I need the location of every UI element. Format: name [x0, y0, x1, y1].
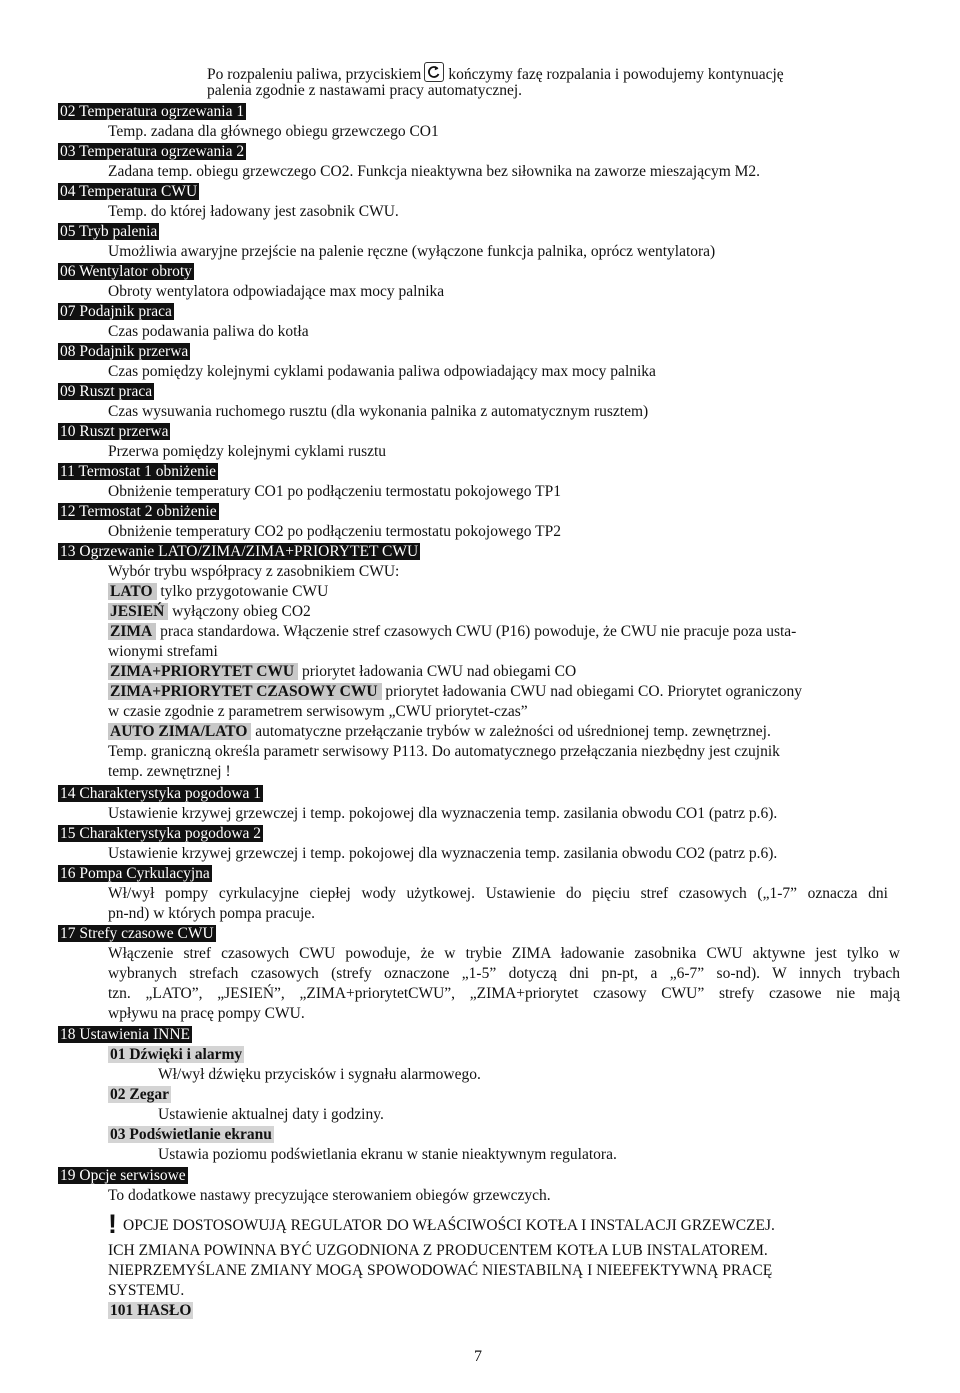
- section-06-desc: Obroty wentylatora odpowiadające max mocy palnika: [108, 283, 445, 300]
- section-16-header: 16 Pompa Cyrkulacyjna: [60, 865, 210, 882]
- mode-zima-priorytet: ZIMA+PRIORYTET CWU priorytet ładowania CWU nad obiegami CO: [110, 663, 577, 680]
- section-03-desc: Zadana temp. obiegu grzewczego CO2. Funkcja nieaktywna bez siłownika na zaworze mieszającym M2.: [108, 163, 761, 180]
- section-02-header: 02 Temperatura ogrzewania 1: [60, 103, 245, 120]
- section-17-desc-3: tzn. „LATO”, „JESIEŃ”, „ZIMA+priorytetCWU”, „ZIMA+priorytet czasowy CWU” strefy czasowe nie mają: [108, 985, 900, 1002]
- section-19-desc: To dodatkowe nastawy precyzujące sterowaniem obiegów grzewczych.: [108, 1187, 551, 1204]
- section-05-header: 05 Tryb palenia: [60, 223, 158, 240]
- exclamation-icon: !: [108, 1209, 117, 1239]
- section-07-desc: Czas podawania paliwa do kotła: [108, 323, 309, 340]
- section-16-desc-2: pn-nd) w których pompa pracuje.: [108, 905, 316, 922]
- section-15-header: 15 Charakterystyka pogodowa 2: [60, 825, 262, 842]
- reset-key-icon: [424, 62, 444, 82]
- section-17-desc-4: wpływu na pracę pompy CWU.: [108, 1005, 305, 1022]
- warning-line-2: ICH ZMIANA POWINNA BYĆ UZGODNIONA Z PRODUCENTEM KOTŁA LUB INSTALATOREM.: [108, 1242, 768, 1259]
- section-04-header: 04 Temperatura CWU: [60, 183, 198, 200]
- section-13-desc: Wybór trybu współpracy z zasobnikiem CWU:: [108, 563, 400, 580]
- warning-line-4: SYSTEMU.: [108, 1282, 185, 1299]
- section-17-header: 17 Strefy czasowe CWU: [60, 925, 214, 942]
- intro-line-2: palenia zgodnie z nastawami pracy automatycznej.: [207, 82, 523, 99]
- section-06-header: 06 Wentylator obroty: [60, 263, 192, 280]
- section-17-desc-1: Włączenie stref czasowych CWU powoduje, że w trybie ZIMA ładowanie zasobnika CWU aktywne jest tylko w: [108, 945, 900, 962]
- section-10-header: 10 Ruszt przerwa: [60, 423, 169, 440]
- section-17-desc-2: wybranych strefach czasowych (strefy oznaczone „1-5” dotyczą dni pn-pt, a „6-7” so-nd). W innych trybach: [108, 965, 900, 982]
- section-11-header: 11 Termostat 1 obniżenie: [60, 463, 217, 480]
- mode-zima-cont: wionymi strefami: [108, 643, 218, 660]
- section-19-header: 19 Opcje serwisowe: [60, 1167, 186, 1184]
- section-16-desc-1: Wł/wył pompy cyrkulacyjne ciepłej wody użytkowej. Ustawienie do pięciu stref czasowych („1-7” oznacza dni: [108, 885, 888, 902]
- subsection-03-desc: Ustawia poziomu podświetlania ekranu w stanie nieaktywnym regulatora.: [158, 1146, 617, 1163]
- mode-auto-cont: Temp. graniczną określa parametr serwisowy P113. Do automatycznego przełączania niezbędny jest czujnik: [108, 743, 780, 760]
- section-10-desc: Przerwa pomiędzy kolejnymi cyklami rusztu: [108, 443, 387, 460]
- haslo-header: 101 HASŁO: [110, 1302, 192, 1319]
- intro-line-1: Po rozpaleniu paliwa, przyciskiem kończymy fazę rozpalania i powodujemy kontynuację: [207, 62, 784, 85]
- page-number: 7: [474, 1348, 482, 1365]
- section-05-desc: Umożliwia awaryjne przejście na palenie ręczne (wyłączone funkcja palnika, oprócz wentylatora): [108, 243, 716, 260]
- section-09-header: 09 Ruszt praca: [60, 383, 153, 400]
- section-02-desc: Temp. zadana dla głównego obiegu grzewczego CO1: [108, 123, 439, 140]
- warning-line-3: NIEPRZEMYŚLANE ZMIANY MOGĄ SPOWODOWAĆ NIESTABILNĄ I NIEEFEKTYWNĄ PRACĘ: [108, 1262, 773, 1279]
- section-03-header: 03 Temperatura ogrzewania 2: [60, 143, 245, 160]
- section-04-desc: Temp. do której ładowany jest zasobnik CWU.: [108, 203, 399, 220]
- mode-zima: ZIMA praca standardowa. Włączenie stref czasowych CWU (P16) powoduje, że CWU nie pracuje poza usta-: [110, 623, 797, 640]
- section-11-desc: Obniżenie temperatury CO1 po podłączeniu termostatu pokojowego TP1: [108, 483, 561, 500]
- mode-lato: LATO tylko przygotowanie CWU: [110, 583, 329, 600]
- section-13-header: 13 Ogrzewanie LATO/ZIMA/ZIMA+PRIORYTET CWU: [60, 543, 419, 560]
- section-14-header: 14 Charakterystyka pogodowa 1: [60, 785, 262, 802]
- section-14-desc: Ustawienie krzywej grzewczej i temp. pokojowej dla wyznaczenia temp. zasilania obwodu CO1 (patrz p.6).: [108, 805, 778, 822]
- subsection-01-header: 01 Dźwięki i alarmy: [110, 1046, 243, 1063]
- subsection-02-header: 02 Zegar: [110, 1086, 169, 1103]
- mode-zima-priorytet-czasowy: ZIMA+PRIORYTET CZASOWY CWU priorytet ładowania CWU nad obiegami CO. Priorytet ograniczony: [110, 683, 803, 700]
- section-09-desc: Czas wysuwania ruchomego rusztu (dla wykonania palnika z automatycznym rusztem): [108, 403, 649, 420]
- section-08-desc: Czas pomiędzy kolejnymi cyklami podawania paliwa odpowiadający max mocy palnika: [108, 363, 656, 380]
- mode-jesien: JESIEŃ wyłączony obieg CO2: [110, 603, 311, 620]
- subsection-02-desc: Ustawienie aktualnej daty i godziny.: [158, 1106, 384, 1123]
- section-07-header: 07 Podajnik praca: [60, 303, 172, 320]
- warning-line-1: ! OPCJE DOSTOSOWUJĄ REGULATOR DO WŁAŚCIWOŚCI KOTŁA I INSTALACJI GRZEWCZEJ.: [108, 1209, 775, 1239]
- mode-auto: AUTO ZIMA/LATO automatyczne przełączanie trybów w zależności od uśrednionej temp. zewnętrznej.: [110, 723, 771, 740]
- subsection-01-desc: Wł/wył dźwięku przycisków i sygnału alarmowego.: [158, 1066, 481, 1083]
- mode-auto-cont-2: temp. zewnętrznej !: [108, 763, 231, 780]
- subsection-03-header: 03 Podświetlanie ekranu: [110, 1126, 272, 1143]
- section-08-header: 08 Podajnik przerwa: [60, 343, 189, 360]
- section-12-desc: Obniżenie temperatury CO2 po podłączeniu termostatu pokojowego TP2: [108, 523, 561, 540]
- mode-zima-priorytet-czasowy-cont: w czasie zgodnie z parametrem serwisowym „CWU priorytet-czas”: [108, 703, 528, 720]
- section-15-desc: Ustawienie krzywej grzewczej i temp. pokojowej dla wyznaczenia temp. zasilania obwodu CO2 (patrz p.6).: [108, 845, 778, 862]
- section-18-header: 18 Ustawienia INNE: [60, 1026, 190, 1043]
- section-12-header: 12 Termostat 2 obniżenie: [60, 503, 217, 520]
